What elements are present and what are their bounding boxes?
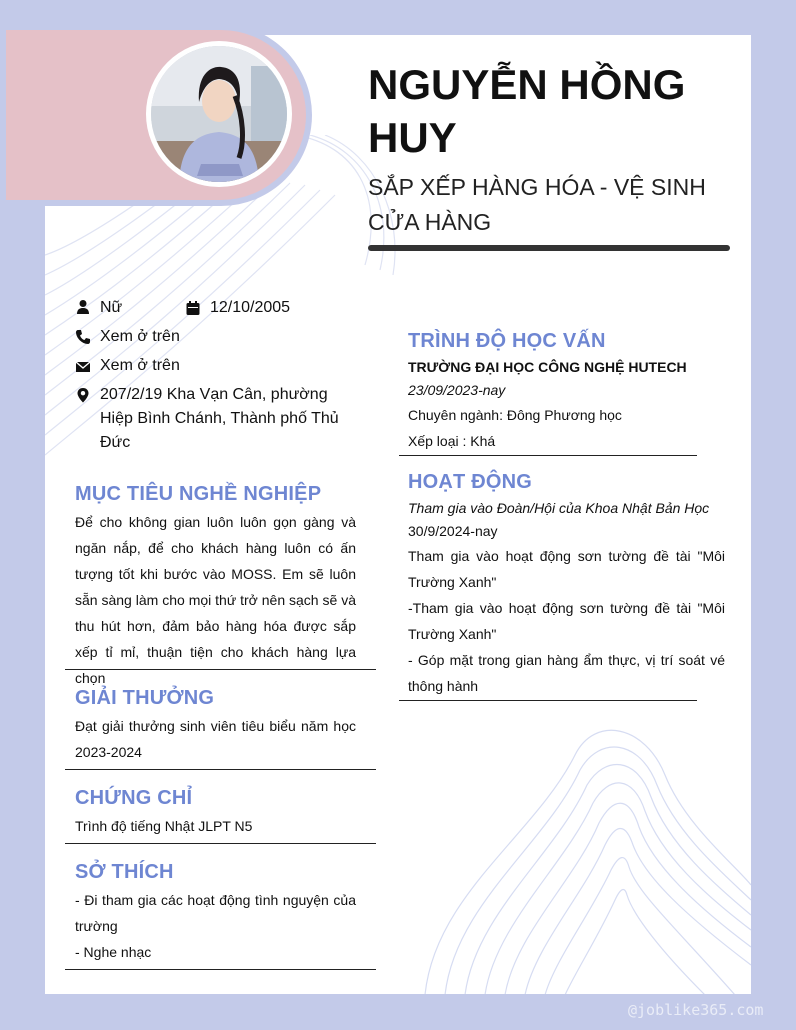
divider xyxy=(399,700,697,701)
hobby-item: - Đi tham gia các hoạt động tình nguyện của trường xyxy=(75,892,356,934)
education-period: 23/09/2023-nay xyxy=(408,382,506,398)
activity-item: - Góp mặt trong gian hàng ẩm thực, vị trí soát vé thông hành xyxy=(408,652,725,694)
activity-item: Tham gia vào hoạt động sơn tường đề tài "Môi Trường Xanh" xyxy=(408,548,725,590)
activities-title: HOẠT ĐỘNG xyxy=(408,471,533,493)
activity-organization: Tham gia vào Đoàn/Hội của Khoa Nhật Bản Học xyxy=(408,500,710,516)
awards-title: GIẢI THƯỞNG xyxy=(75,687,215,709)
profile-photo xyxy=(151,46,287,182)
location-icon xyxy=(75,387,91,403)
phone-icon xyxy=(75,329,91,345)
hobby-item: - Nghe nhạc xyxy=(75,944,152,960)
person-icon xyxy=(75,299,91,315)
divider xyxy=(399,455,697,456)
divider xyxy=(65,969,376,970)
school-name: TRƯỜNG ĐẠI HỌC CÔNG NGHỆ HUTECH xyxy=(408,359,687,375)
education-grade: Xếp loại : Khá xyxy=(408,433,496,449)
divider xyxy=(65,843,376,844)
hobbies-title: SỞ THÍCH xyxy=(75,861,174,883)
job-title: SẮP XẾP HÀNG HÓA - VỆ SINH CỬA HÀNG xyxy=(368,174,706,235)
divider xyxy=(65,669,376,670)
certificates-title: CHỨNG CHỈ xyxy=(75,787,193,809)
awards-text: Đạt giải thưởng sinh viên tiêu biểu năm học 2023-2024 xyxy=(75,718,356,760)
activity-period: 30/9/2024-nay xyxy=(408,523,498,539)
email-icon xyxy=(75,359,91,375)
divider xyxy=(65,769,376,770)
education-title: TRÌNH ĐỘ HỌC VẤN xyxy=(408,330,606,352)
full-name: NGUYỄN HỒNG HUY xyxy=(368,61,686,161)
watermark: @joblike365.com xyxy=(628,1001,764,1019)
birthdate: 12/10/2005 xyxy=(210,299,291,316)
avatar xyxy=(146,41,292,187)
email: Xem ở trên xyxy=(100,357,180,374)
education-major: Chuyên ngành: Đông Phương học xyxy=(408,407,622,423)
objective-title: MỤC TIÊU NGHỀ NGHIỆP xyxy=(75,483,322,505)
phone: Xem ở trên xyxy=(100,328,180,345)
activity-item: -Tham gia vào hoạt động sơn tường đề tài "Môi Trường Xanh" xyxy=(408,600,725,642)
objective-text: Để cho không gian luôn luôn gọn gàng và ngăn nắp, để cho khách hàng luôn có ấn tượng tốt khi bước vào MOSS. Em sẽ luôn sẵn sàng làm cho mọi thứ trở nên sạch sẽ và thu hút hơn, đảm bảo hàng hóa được sắp xếp tỉ mỉ, thuận tiện cho khách hàng lựa chọn xyxy=(75,514,356,686)
title-divider xyxy=(368,245,730,251)
gender: Nữ xyxy=(100,299,123,316)
certificates-text: Trình độ tiếng Nhật JLPT N5 xyxy=(75,818,253,834)
calendar-icon xyxy=(185,300,201,316)
address: 207/2/19 Kha Vạn Cân, phường Hiệp Bình Chánh, Thành phố Thủ Đức xyxy=(100,386,339,451)
contour-decoration-bottom xyxy=(415,715,751,994)
